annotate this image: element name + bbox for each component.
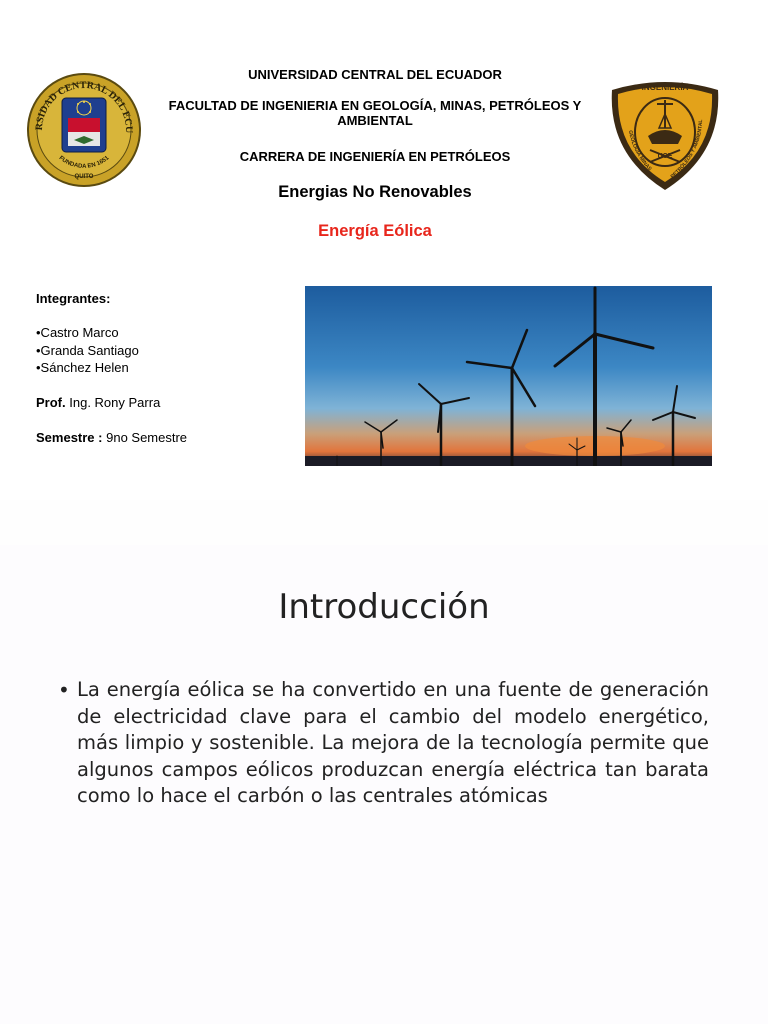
svg-text:UNIVERSIDAD CENTRAL DEL ECUADO: RSIDAD CENTRAL DEL ECU [33, 79, 135, 134]
member-item: •Castro Marco [36, 325, 119, 340]
university-seal-icon [26, 72, 142, 188]
professor-name: Ing. Rony Parra [69, 395, 161, 410]
member-item: •Granda Santiago [36, 343, 139, 358]
introduction-paragraph: La energía eólica se ha convertido en una fuente de generación de electricidad clave para el cambio del modelo energético, más limpio y sostenible. La mejora de la tecnología permite que algunos campos eólicos produzcan energía eléctrica tan barata como lo hace el carbón o las centrales atómicas [77, 678, 709, 807]
topic-title: Energía Eólica [318, 222, 432, 240]
member-item: •Sánchez Helen [36, 360, 129, 375]
svg-text:UCE: UCE [657, 153, 673, 160]
university-name: UNIVERSIDAD CENTRAL DEL ECUADOR [248, 67, 502, 82]
career-name: CARRERA DE INGENIERÍA EN PETRÓLEOS [239, 149, 511, 164]
faculty-name: FACULTAD DE INGENIERIA EN GEOLOGÍA, MINAS, PETRÓLEOS Y AMBIENTAL [168, 98, 582, 128]
introduction-title: Introducción [278, 587, 490, 627]
engineering-shield-icon [606, 74, 724, 192]
svg-text:QUITO: QUITO [74, 174, 94, 180]
semester-value: 9no Semestre [106, 430, 188, 445]
semester-line [36, 429, 187, 446]
title-slide [0, 0, 768, 500]
professor-label: Prof. [36, 395, 66, 410]
wind-turbines-sunset-image [305, 286, 712, 466]
members-label: Integrantes: [36, 291, 111, 306]
svg-text:GEOLOGÍA MINAS: GEOLOGÍA MINAS [626, 129, 653, 173]
svg-text:PETRÓLEOS Y AMBIENTAL: PETRÓLEOS Y AMBIENTAL [669, 119, 705, 180]
professor-line [36, 394, 160, 411]
svg-text:FUNDADA EN 1651: FUNDADA EN 1651 [57, 155, 111, 170]
svg-text:INGENIERÍA: INGENIERÍA [641, 83, 689, 92]
bullet-marker: • [58, 678, 70, 702]
semester-label: Semestre : [36, 430, 103, 445]
subject-title: Energias No Renovables [278, 183, 472, 201]
